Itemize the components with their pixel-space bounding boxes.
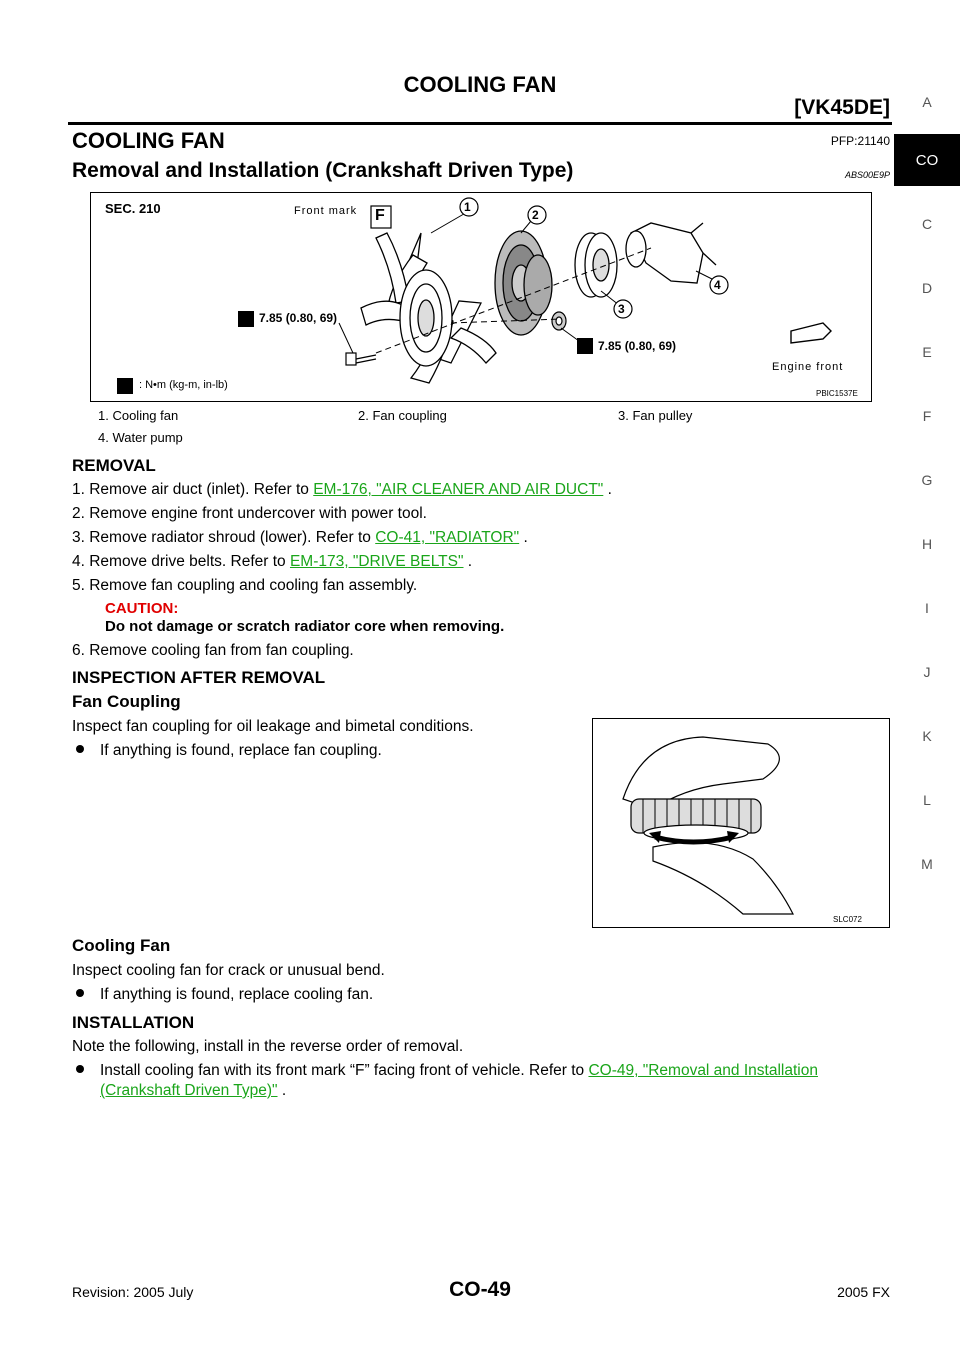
section-tabs	[894, 70, 960, 896]
fan-coupling-inspection-figure	[592, 718, 890, 928]
exploded-diagram	[90, 192, 872, 402]
upper-hand-drawing	[623, 737, 779, 809]
cooling-fan-drawing	[361, 233, 496, 383]
tab-l[interactable]: L	[923, 792, 931, 808]
caption-2: 2. Fan coupling	[358, 408, 447, 423]
removal-step-5: 5. Remove fan coupling and cooling fan assembly.	[72, 577, 418, 594]
section-title: COOLING FAN	[72, 128, 225, 153]
torque-unit-legend: : N•m (kg-m, in-lb)	[139, 379, 228, 391]
torque-left-value: 7.85 (0.80, 69)	[259, 311, 338, 325]
installation-text: Note the following, install in the reverse order of removal.	[72, 1038, 464, 1055]
front-mark-label: Front mark	[294, 205, 358, 217]
tab-co[interactable]: CO	[894, 134, 960, 186]
cooling-fan-bullet: If anything is found, replace cooling fan.	[72, 986, 373, 1004]
caution-label: CAUTION:	[105, 600, 179, 617]
page-number: CO-49	[449, 1278, 511, 1301]
removal-step-2: 2. Remove engine front undercover with power tool.	[72, 505, 427, 522]
cooling-fan-heading: Cooling Fan	[72, 936, 171, 955]
removal-step-6: 6. Remove cooling fan from fan coupling.	[72, 642, 354, 659]
figure-code: PBIC1537E	[816, 389, 858, 398]
caption-1: 1. Cooling fan	[98, 408, 179, 423]
link-co-41[interactable]: CO-41, "RADIATOR"	[375, 529, 520, 546]
fan-coupling-bullet: If anything is found, replace fan coupling.	[72, 742, 382, 760]
callout-3: 3	[618, 302, 625, 316]
installation-bullet: Install cooling fan with its front mark “F” facing front of vehicle. Refer to CO-49, "Removal and Installation (Crankshaft Driven Type)" .	[72, 1061, 892, 1101]
removal-step-3: 3. Remove radiator shroud (lower). Refer to CO-41, "RADIATOR" .	[72, 529, 528, 546]
tab-f[interactable]: F	[922, 408, 932, 424]
fan-pulley-drawing	[575, 233, 617, 297]
engine-front-arrow-icon	[791, 323, 831, 343]
revision-date: Revision: 2005 July	[72, 1284, 194, 1300]
fan-coupling-text: Inspect fan coupling for oil leakage and bimetal conditions.	[72, 718, 474, 735]
header-rule	[68, 122, 892, 125]
figure-code: SLC072	[833, 915, 862, 924]
removal-step-1: 1. Remove air duct (inlet). Refer to EM-176, "AIR CLEANER AND AIR DUCT" .	[72, 481, 612, 498]
link-co-49[interactable]: CO-49, "Removal and Installation	[588, 1062, 818, 1079]
caption-3: 3. Fan pulley	[618, 408, 693, 423]
tab-d[interactable]: D	[921, 280, 933, 296]
bullet-icon	[76, 1065, 84, 1073]
front-mark-letter: F	[375, 207, 385, 224]
abs-code: ABS00E9P	[844, 170, 890, 180]
callout-1: 1	[464, 200, 471, 214]
engine-code: [VK45DE]	[794, 96, 890, 119]
torque-right-value: 7.85 (0.80, 69)	[598, 339, 677, 353]
tab-a[interactable]: A	[922, 94, 932, 110]
link-em-176[interactable]: EM-176, "AIR CLEANER AND AIR DUCT"	[313, 481, 604, 498]
page-header-title: COOLING FAN	[403, 72, 557, 97]
tab-j[interactable]: J	[923, 664, 931, 680]
tab-m[interactable]: M	[921, 856, 933, 872]
fan-coupling-heading: Fan Coupling	[72, 692, 181, 711]
model-year: 2005 FX	[837, 1284, 890, 1300]
tab-c[interactable]: C	[921, 216, 933, 232]
nut-drawing	[552, 312, 566, 330]
pfp-code: PFP:21140	[830, 134, 890, 148]
link-em-173[interactable]: EM-173, "DRIVE BELTS"	[289, 553, 464, 570]
callout-2: 2	[532, 208, 539, 222]
caution-text: Do not damage or scratch radiator core when removing.	[105, 618, 505, 635]
installation-heading: INSTALLATION	[72, 1013, 195, 1032]
link-co-49-cont[interactable]: (Crankshaft Driven Type)"	[100, 1082, 278, 1099]
bullet-icon	[76, 989, 84, 997]
lower-hand-drawing	[653, 843, 793, 914]
inspection-heading: INSPECTION AFTER REMOVAL	[72, 668, 326, 687]
tab-g[interactable]: G	[921, 472, 933, 488]
callout-4: 4	[714, 278, 721, 292]
sec-number: SEC. 210	[105, 201, 161, 216]
tab-h[interactable]: H	[921, 536, 933, 552]
removal-heading: REMOVAL	[72, 456, 156, 475]
tab-i[interactable]: I	[925, 600, 929, 616]
removal-step-4: 4. Remove drive belts. Refer to EM-173, "DRIVE BELTS" .	[72, 553, 473, 570]
cooling-fan-text: Inspect cooling fan for crack or unusual bend.	[72, 962, 385, 979]
engine-front-label: Engine front	[772, 361, 844, 373]
subsection-title: Removal and Installation (Crankshaft Driven Type)	[72, 159, 574, 182]
bullet-icon	[76, 745, 84, 753]
caption-4: 4. Water pump	[98, 430, 183, 445]
tab-e[interactable]: E	[922, 344, 932, 360]
bolt-drawing	[346, 353, 376, 365]
tab-k[interactable]: K	[922, 728, 932, 744]
